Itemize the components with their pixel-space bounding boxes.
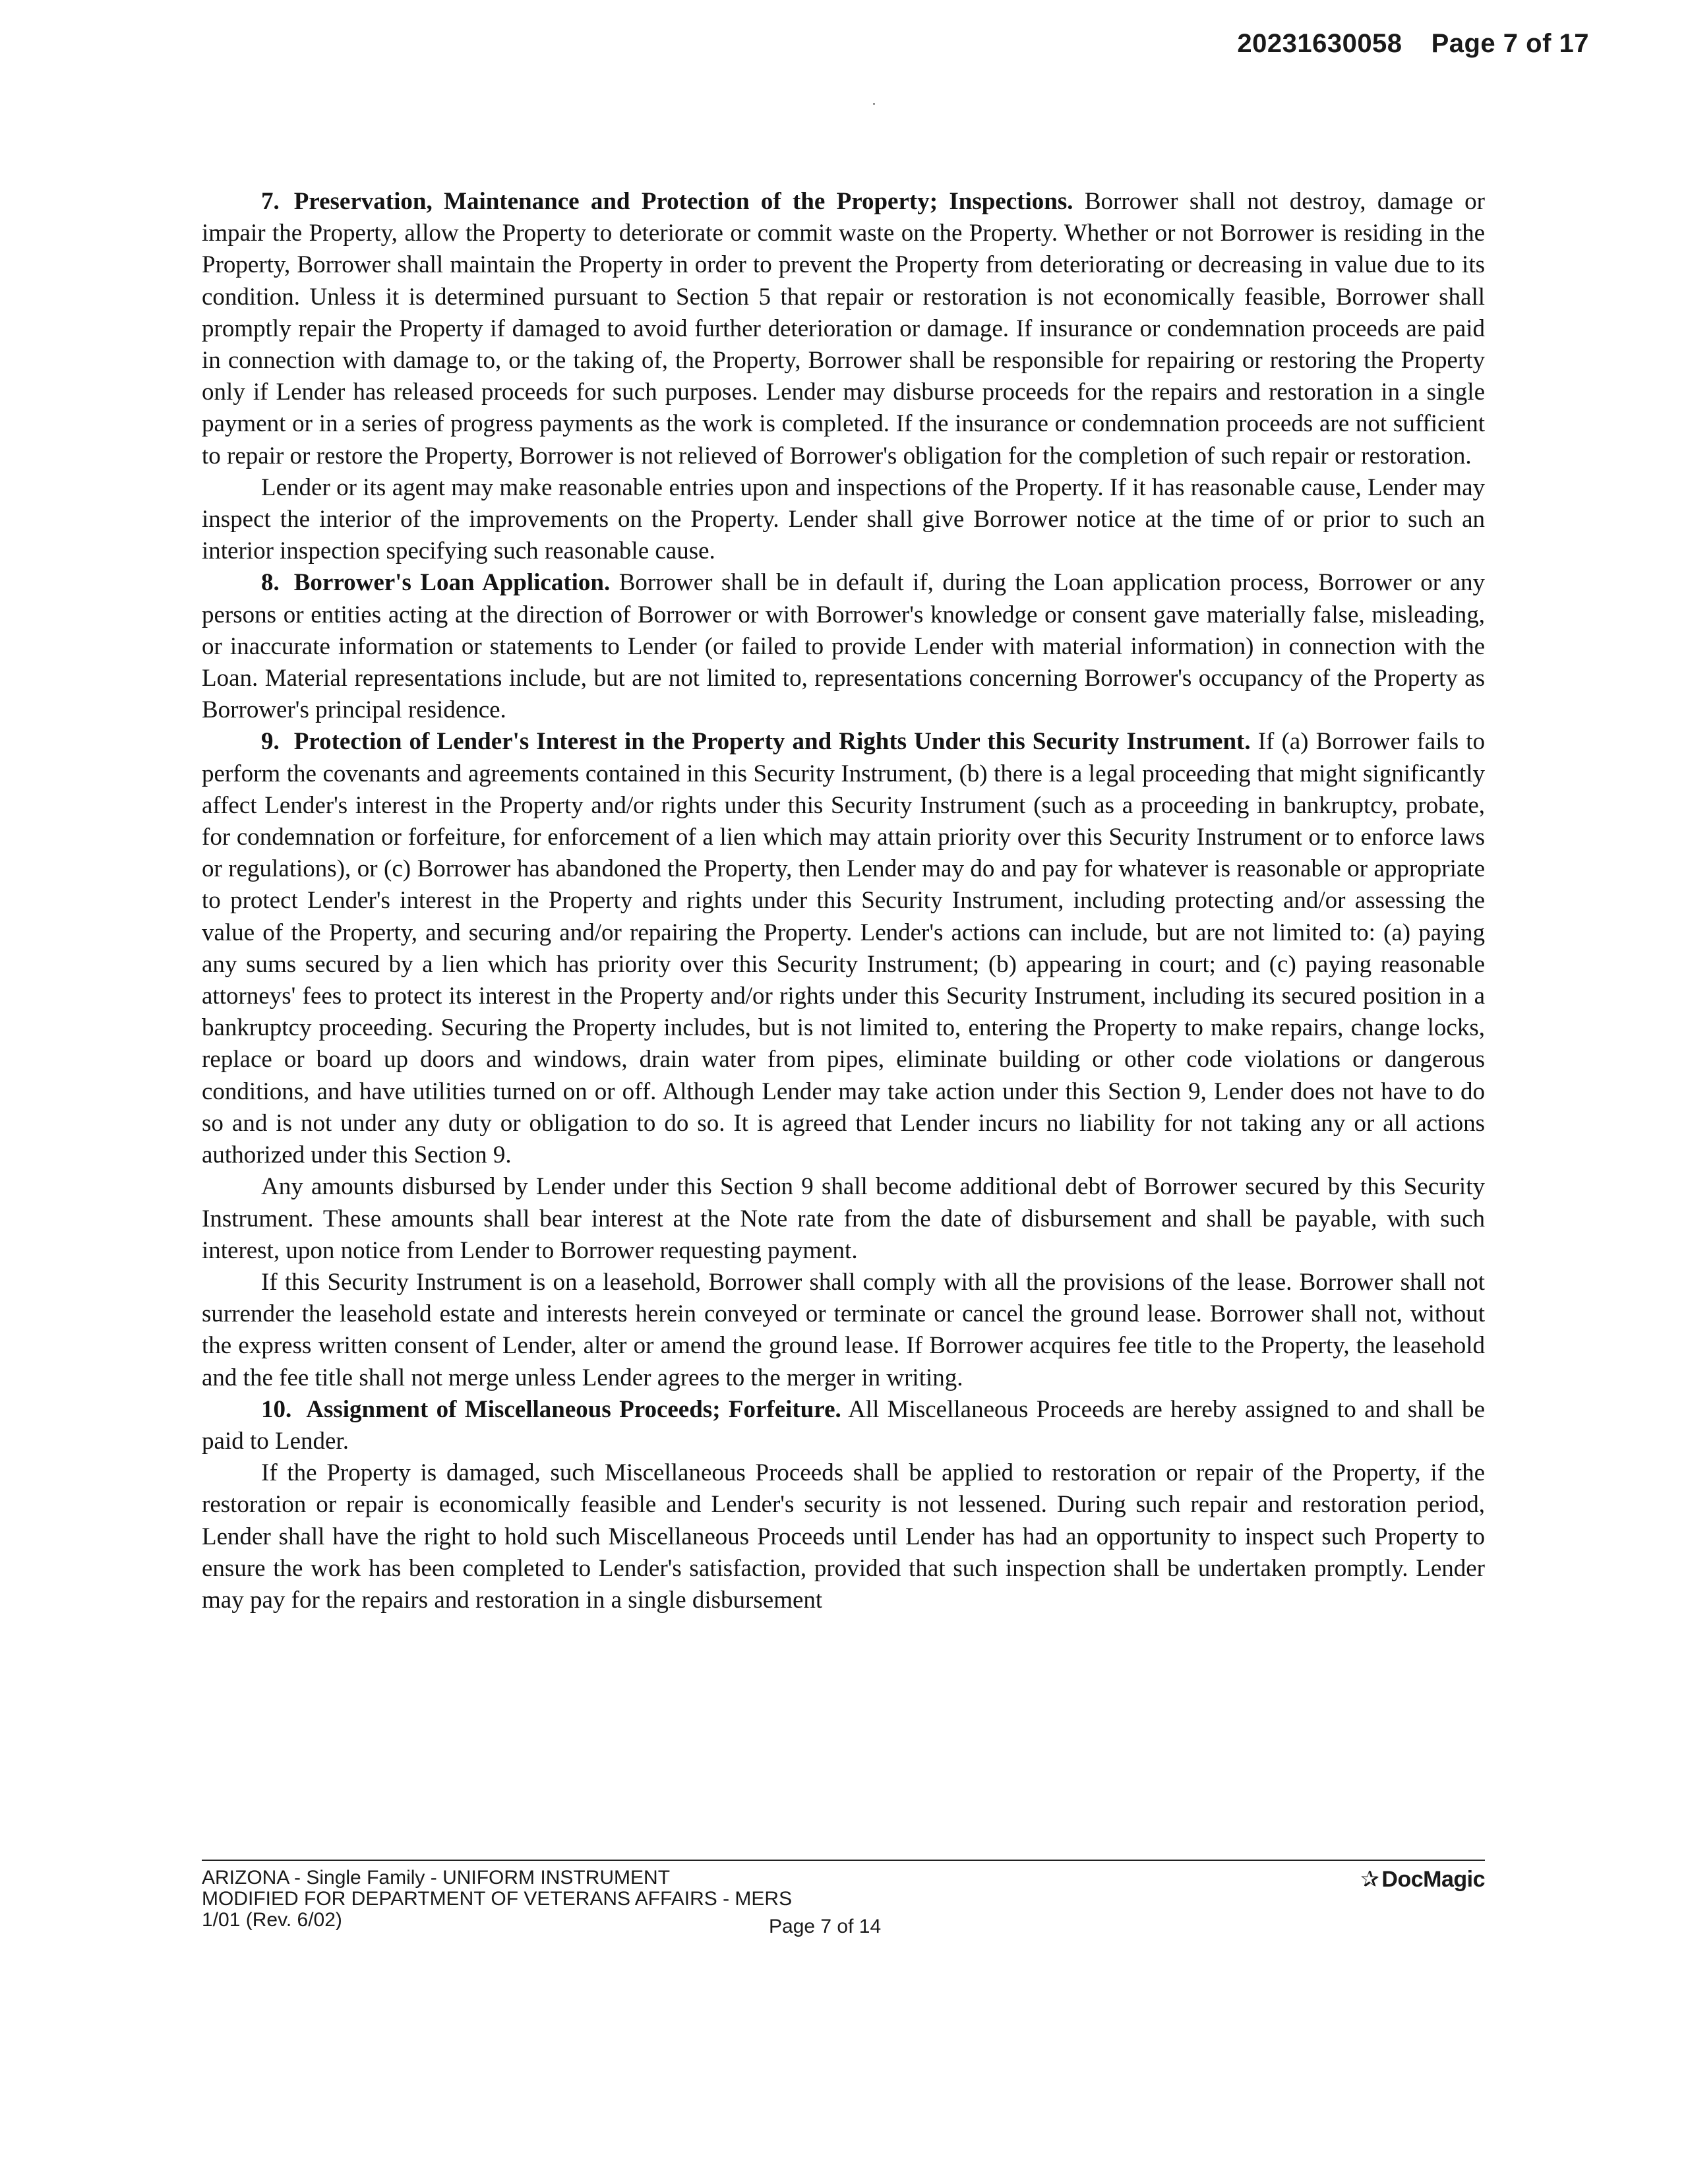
footer-revision: 1/01 (Rev. 6/02) <box>202 1909 342 1931</box>
star-icon: ✰ <box>1360 1867 1379 1892</box>
paragraph-text: All Miscellaneous Proceeds are hereby assigned to and shall be paid to Lender. <box>202 1395 1485 1455</box>
paragraph-leasehold <box>202 1267 1485 1394</box>
paragraph-section-10 <box>202 1394 1485 1457</box>
paragraph-text: Borrower shall not destroy, damage or impair the Property, allow the Property to deteriorate or commit waste on the Property. Whether or not Borrower is residing in the Property, Borrower shall maintain the Property in order to prevent the Property from deteriorating or decreasing in value due to its condition. Unless it is determined pursuant to Section 5 that repair or restoration is not economically feasible, Borrower shall promptly repair the Property if damaged to avoid further deterioration or damage. If insurance or condemnation proceeds are paid in connection with damage to, or the taking of, the Property, Borrower shall be responsible for repairing or restoring the Property only if Lender has released proceeds for such purposes. Lender may disburse proceeds for the repairs and restoration in a single payment or in a series of progress payments as the work is completed. If the insurance or condemnation proceeds are not sufficient to repair or restore the Property, Borrower is not relieved of Borrower's obligation for the completion of such repair or restoration. <box>202 188 1485 470</box>
scan-speck <box>873 103 875 105</box>
docmagic-brand: DocMagic <box>1381 1867 1485 1892</box>
paragraph-text: If this Security Instrument is on a leasehold, Borrower shall comply with all the provisions of the lease. Borrower shall not surrender the leasehold estate and interests herein conveyed or terminate or cancel the ground lease. Borrower shall not, without the express written consent of Lender, alter or amend the ground lease. If Borrower acquires fee title to the Property, the leasehold and the fee title shall not merge unless Lender agrees to the merger in writing. <box>202 1268 1485 1391</box>
paragraph-section-9 <box>202 726 1485 1171</box>
form-footer <box>202 1860 1485 1937</box>
section-number: 10. <box>261 1395 292 1423</box>
paragraph-inspections <box>202 472 1485 568</box>
docmagic-logo <box>1360 1869 1485 1890</box>
section-title: Preservation, Maintenance and Protection of the Property; Inspections. <box>293 188 1073 215</box>
document-body <box>202 186 1485 1616</box>
paragraph-disbursed-amounts <box>202 1171 1485 1267</box>
section-title: Protection of Lender's Interest in the Property and Rights Under this Security Instrument. <box>293 728 1251 756</box>
section-number: 9. <box>261 728 280 756</box>
paragraph-section-8 <box>202 567 1485 726</box>
section-number: 7. <box>261 188 280 215</box>
section-number: 8. <box>261 569 280 597</box>
paragraph-text: Lender or its agent may make reasonable entries upon and inspections of the Property. If it has reasonable cause, Lender may inspect the interior of the improvements on the Property. Lender shall give Borrower notice at the time of or prior to such an interior inspection specifying such reasonable cause. <box>202 473 1485 565</box>
paragraph-text: If (a) Borrower fails to perform the covenants and agreements contained in this Security Instrument, (b) there is a legal proceeding that might significantly affect Lender's interest in the Property and/or rights under this Security Instrument (such as a proceeding in bankruptcy, probate, for condemnation or forfeiture, for enforcement of a lien which may attain priority over this Security Instrument or to enforce laws or regulations), or (c) Borrower has abandoned the Property, then Lender may do and pay for whatever is reasonable or appropriate to protect Lender's interest in the Property and rights under this Security Instrument, including protecting and/or assessing the value of the Property, and securing and/or repairing the Property. Lender's actions can include, but are not limited to: (a) paying any sums secured by a lien which has priority over this Security Instrument; (b) appearing in court; and (c) paying reasonable attorneys' fees to protect its interest in the Property and/or rights under this Security Instrument, including its secured position in a bankruptcy proceeding. Securing the Property includes, but is not limited to, entering the Property to make repairs, change locks, replace or board up doors and windows, drain water from pipes, eliminate building or other code violations or dangerous conditions, and have utilities turned on or off. Although Lender may take action under this Section 9, Lender does not have to do so and is not under any duty or obligation to do so. It is agreed that Lender incurs no liability for not taking any or all actions authorized under this Section 9. <box>202 728 1486 1169</box>
section-title: Borrower's Loan Application. <box>293 569 611 597</box>
paragraph-section-7 <box>202 186 1485 472</box>
paragraph-property-damaged <box>202 1457 1485 1616</box>
recording-header <box>1237 29 1589 59</box>
paragraph-text: If the Property is damaged, such Miscellaneous Proceeds shall be applied to restoration or repair of the Property, if the restoration or repair is economically feasible and Lender's security is not lessened. During such repair and restoration period, Lender shall have the right to hold such Miscellaneous Proceeds until Lender has had an opportunity to inspect such Property to ensure the work has been completed to Lender's satisfaction, provided that such inspection shall be undertaken promptly. Lender may pay for the repairs and restoration in a single disbursement <box>202 1459 1485 1614</box>
recording-number: 20231630058 <box>1237 29 1402 58</box>
paragraph-text: Borrower shall be in default if, during the Loan application process, Borrower or any persons or entities acting at the direction of Borrower or with Borrower's knowledge or consent gave materially false, misleading, or inaccurate information or statements to Lender (or failed to provide Lender with material information) in connection with the Loan. Material representations include, but are not limited to, representations concerning Borrower's occupancy of the Property as Borrower's principal residence. <box>202 569 1485 724</box>
paragraph-text: Any amounts disbursed by Lender under this Section 9 shall become additional debt of Borrower secured by this Security Instrument. These amounts shall bear interest at the Note rate from the date of disbursement and shall be payable, with such interest, upon notice from Lender to Borrower requesting payment. <box>202 1173 1485 1264</box>
footer-form-subtitle: MODIFIED FOR DEPARTMENT OF VETERANS AFFAIRS - MERS <box>202 1888 793 1910</box>
footer-form-title: ARIZONA - Single Family - UNIFORM INSTRUMENT <box>202 1867 671 1889</box>
footer-page-number: Page 7 of 14 <box>769 1916 882 1937</box>
section-title: Assignment of Miscellaneous Proceeds; Forfeiture. <box>306 1395 841 1423</box>
recording-page-number: Page 7 of 17 <box>1431 29 1589 58</box>
